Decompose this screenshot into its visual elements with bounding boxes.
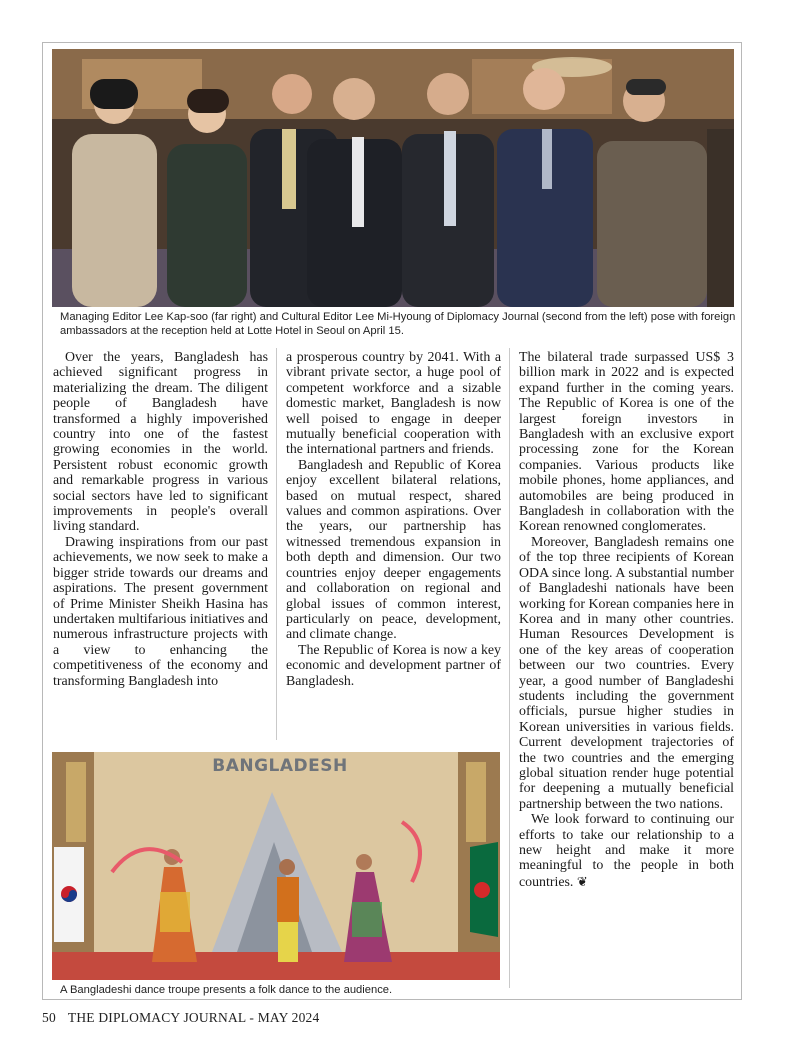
paragraph: Over the years, Bangladesh has achieved significant progress in materializing the dream. The diligent people of Bangladesh have transformed a highly impoverished country into one of the fastest growing economies in the world. Persistent robust economic growth and remarkable progress in various social sectors have led to significant improvements in people's overall living standard. [53, 350, 268, 535]
page-footer [42, 1010, 319, 1026]
photo-bottom-caption: A Bangladeshi dance troupe presents a folk dance to the audience. [60, 984, 393, 996]
dance-troupe-photo [52, 752, 500, 980]
paragraph: The Republic of Korea is now a key economic and development partner of Bangladesh. [286, 642, 501, 689]
closing-text: We look forward to continuing our efforts to take our relationship to a new height and make it more meaningful to the people in both countries. [519, 812, 734, 890]
article-column-2 [286, 350, 501, 689]
page-number: 50 [42, 1010, 56, 1025]
end-mark-icon: ❦ [576, 873, 588, 889]
paragraph: a prosperous country by 2041. With a vibrant private sector, a huge pool of competent workforce and a sizable domestic market, Bangladesh is now well poised to engage in deeper mutually beneficial cooperation with the international partners and friends. [286, 350, 501, 458]
reception-group-photo [52, 49, 734, 307]
publication-name: THE DIPLOMACY JOURNAL - MAY 2024 [67, 1010, 320, 1025]
paragraph: Moreover, Bangladesh remains one of the top three recipients of Korean ODA since long. A substantial number of Bangladeshi nationals have been working for Korean companies here in Korea and in many other countries. Human Resources Development is one of the key areas of cooperation between our two countries. Every year, a good number of Bangladeshi students including the government officials, pursue higher studies in Korean universities in various fields. Current development trajectories of the two countries and the emerging global situation render huge potential for deepening a mutually beneficial partnership between the two nations. [519, 534, 734, 812]
column-divider [276, 348, 277, 740]
article-column-3 [519, 350, 734, 890]
photo-top-caption: Managing Editor Lee Kap-soo (far right) and Cultural Editor Lee Mi-Hyoung of Diplomacy Journal (second from the left) pose with foreign ambassadors at the reception held at Lotte Hotel in Seoul on April 15. [60, 311, 736, 337]
paragraph: Bangladesh and Republic of Korea enjoy excellent bilateral relations, based on mutual respect, shared values and common aspirations. Over the years, our partnership has witnessed tremendous expansion in both depth and dimension. Our two countries enjoy deeper engagements and collaboration on regional and global issues of common interest, particularly on peace, development, and climate change. [286, 457, 501, 643]
paragraph [519, 812, 734, 890]
bangladesh-banner: BANGLADESH [212, 756, 348, 776]
column-divider [509, 348, 510, 988]
article-column-1 [53, 350, 268, 689]
paragraph: The bilateral trade surpassed US$ 3 billion mark in 2022 and is expected expand further in the coming years. The Republic of Korea is one of the largest foreign investors in Bangladesh with an exclusive export processing zone for the Korean companies. Various products like mobile phones, home appliances, and automobiles are being produced in Bangladesh in collaboration with the Korean renowned conglomerates. [519, 350, 734, 535]
paragraph: Drawing inspirations from our past achievements, we now seek to make a bigger stride towards our dreams and aspirations. The present government of Prime Minister Sheikh Hasina has undertaken multifarious initiatives and numerous infrastructure projects with a view to enhancing the competitiveness of the economy and transforming Bangladesh into [53, 534, 268, 689]
